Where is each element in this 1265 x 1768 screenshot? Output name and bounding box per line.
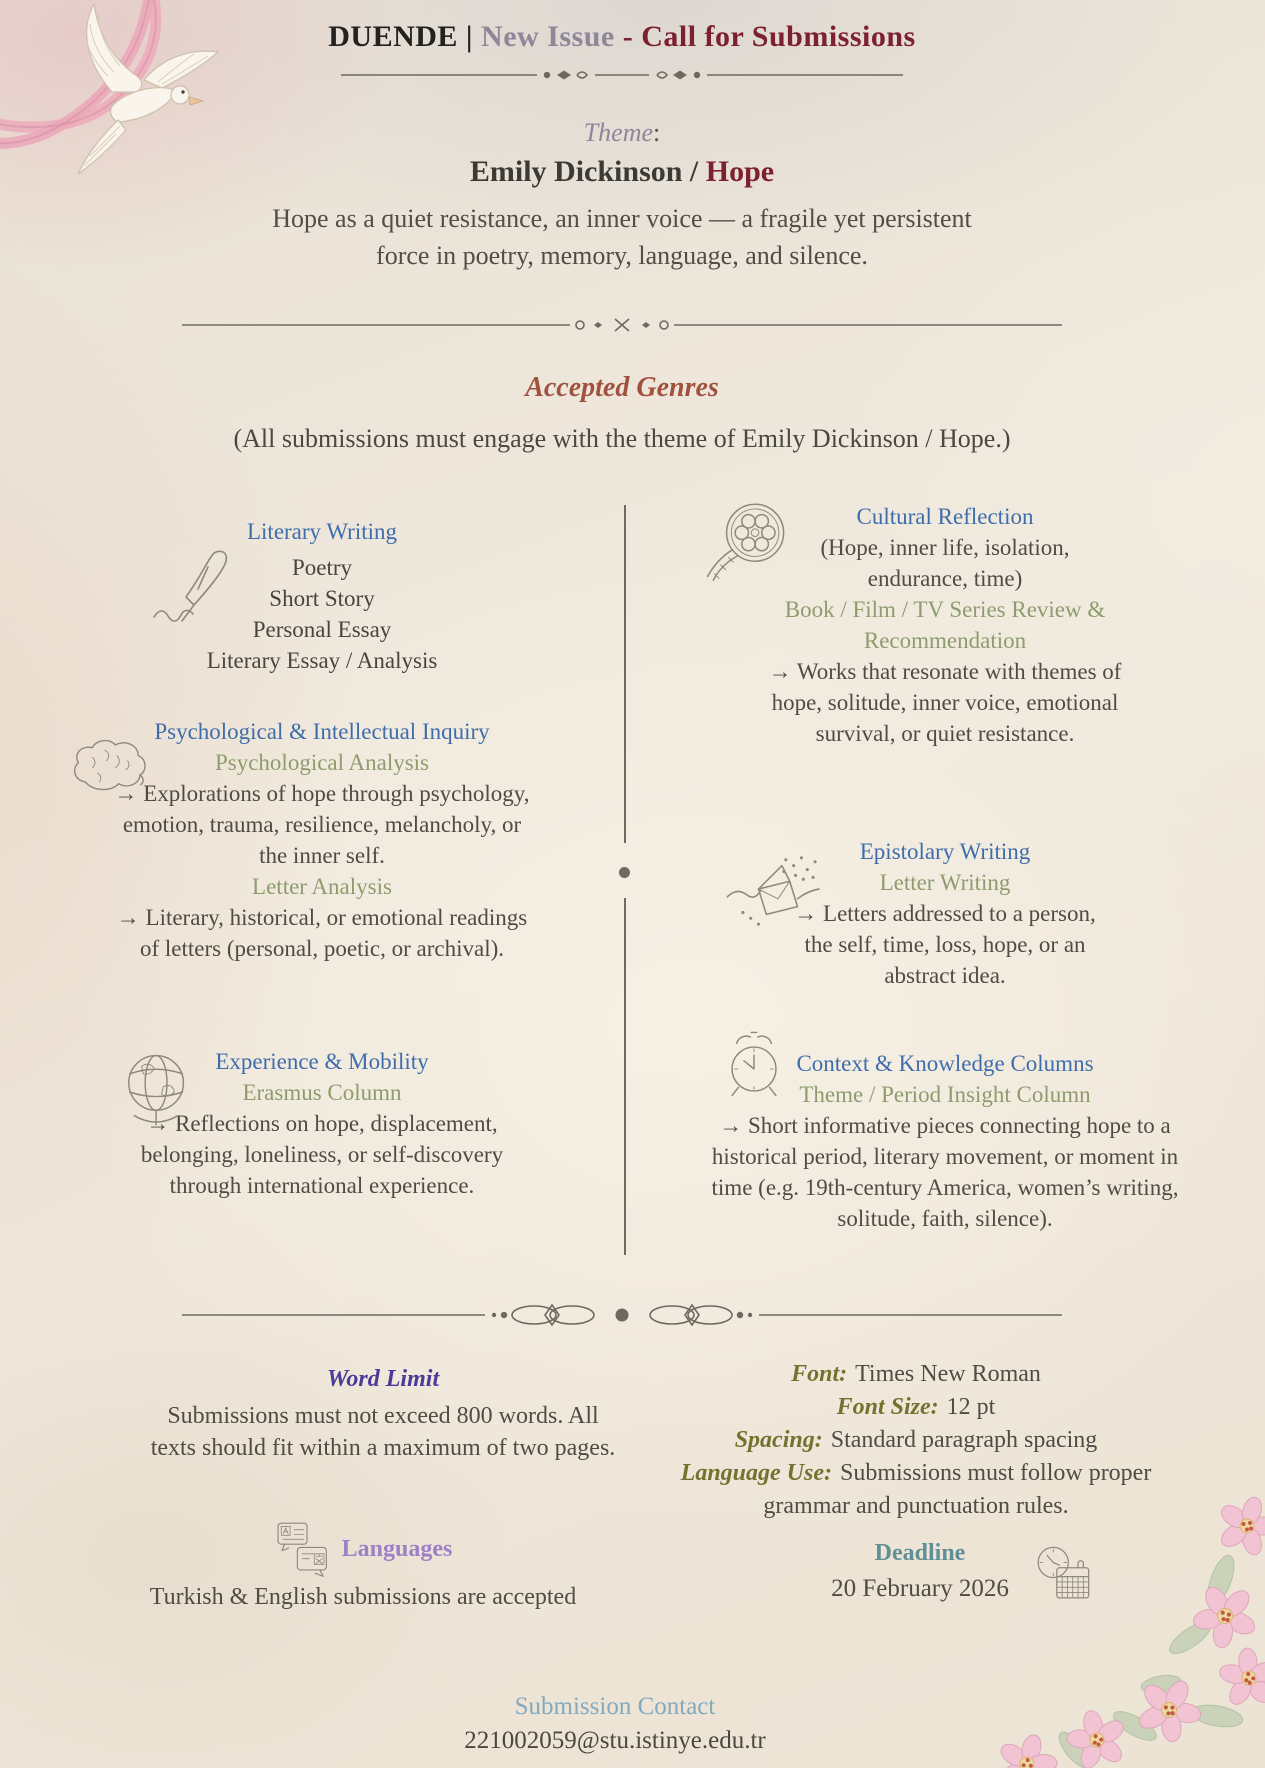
column-divider-bottom — [624, 898, 626, 1255]
genre-item: Poetry — [291, 555, 353, 580]
formatting-value: Standard paragraph spacing — [830, 1427, 1098, 1453]
section-title: Context & Knowledge Columns — [796, 1051, 1094, 1076]
genre-item-list — [67, 552, 577, 676]
formatting-label: Font Size: — [836, 1394, 939, 1420]
section-title: Psychological & Intellectual Inquiry — [154, 719, 490, 744]
formatting-row — [666, 1424, 1166, 1457]
deadline-title: Deadline — [874, 1540, 966, 1566]
section-description: → Letters addressed to a person, the self, time, loss, hope, or an abstract idea. — [794, 901, 1096, 988]
section-subtitle: Theme / Period Insight Column — [799, 1082, 1091, 1107]
formatting-label: Spacing: — [734, 1427, 823, 1453]
formatting-label: Language Use: — [680, 1460, 832, 1486]
accepted-genres-heading: Accepted Genres — [525, 372, 719, 403]
accepted-genres-note: (All submissions must engage with the theme of Emily Dickinson / Hope.) — [233, 424, 1011, 453]
genre-item: Personal Essay — [252, 617, 392, 642]
section-title: Literary Writing — [246, 519, 398, 544]
film-reel-icon — [700, 500, 795, 592]
flowers-decoration — [985, 1488, 1265, 1768]
formatting-value: Times New Roman — [855, 1361, 1041, 1387]
magazine-name: DUENDE | — [328, 20, 482, 53]
section-subtitle: Book / Film / TV Series Review & Recommendation — [784, 597, 1106, 653]
formatting-label: Font: — [791, 1361, 848, 1387]
translate-icon — [274, 1520, 332, 1578]
formatting-value: 12 pt — [946, 1394, 996, 1420]
theme-description: Hope as a quiet resistance, an inner voice — a fragile yet persistent force in poetry, memory, language, and silence. — [272, 204, 972, 270]
section-description: → Works that resonate with themes of hope, solitude, inner voice, emotional survival, or quiet resistance. — [768, 659, 1122, 746]
section-subtitle: Letter Analysis — [252, 874, 392, 899]
formatting-row — [666, 1391, 1166, 1424]
section-description: → Explorations of hope through psychology, emotion, trauma, resilience, melancholy, or the inner self. — [114, 781, 530, 868]
genre-item: Literary Essay / Analysis — [206, 648, 438, 673]
word-limit-title: Word Limit — [326, 1366, 440, 1392]
section-title: Experience & Mobility — [215, 1049, 429, 1074]
submission-contact-title: Submission Contact — [514, 1693, 716, 1720]
word-limit-section — [103, 1366, 663, 1464]
column-divider-dot — [619, 867, 630, 878]
quill-pen-icon — [150, 545, 250, 641]
section-subtitle: Letter Writing — [879, 870, 1011, 895]
column-divider-top — [624, 505, 626, 843]
globe-icon — [116, 1046, 198, 1138]
section-literary-writing — [67, 516, 577, 676]
section-subtitle: Erasmus Column — [242, 1080, 402, 1105]
envelope-icon — [725, 852, 833, 930]
scissor-ornament-divider — [182, 316, 1062, 334]
brain-icon — [66, 736, 154, 798]
section-description: → Literary, historical, or emotional readings of letters (personal, poetic, or archival). — [116, 905, 528, 961]
call-label: - Call for Submissions — [622, 20, 916, 53]
issue-label: New Issue — [481, 20, 623, 53]
alarm-clock-icon — [722, 1028, 786, 1110]
loop-ornament-divider — [182, 1300, 1062, 1330]
formatting-row — [666, 1358, 1166, 1391]
theme-label: Theme: — [583, 118, 661, 147]
title-ornament-divider — [339, 68, 905, 82]
theme-title: Emily Dickinson / Hope — [469, 155, 775, 188]
submission-contact-section — [335, 1690, 895, 1758]
deadline-date: 20 February 2026 — [831, 1575, 1009, 1602]
section-description: → Reflections on hope, displacement, belonging, loneliness, or self-discovery through international experience. — [140, 1111, 504, 1198]
section-title: Epistolary Writing — [859, 839, 1031, 864]
submission-contact-email: 221002059@stu.istinye.edu.tr — [464, 1727, 766, 1754]
languages-text: Turkish & English submissions are accepted — [149, 1584, 577, 1610]
section-description: → Short informative pieces connecting hope to a historical period, literary movement, or moment in time (e.g. 19th-century America, women’s writing, solitude, faith, silence). — [711, 1113, 1179, 1231]
section-subtitle: Psychological Analysis — [214, 750, 430, 775]
theme-accent-word: Hope — [705, 155, 775, 188]
languages-title: Languages — [341, 1535, 453, 1562]
word-limit-text: Submissions must not exceed 800 words. All texts should fit within a maximum of two pages. — [150, 1403, 616, 1461]
languages-section — [83, 1520, 643, 1613]
page-title — [57, 20, 1187, 54]
section-title: Cultural Reflection — [856, 504, 1034, 529]
formatting-value: Submissions must follow proper grammar and punctuation rules. — [763, 1460, 1152, 1519]
section-keywords: (Hope, inner life, isolation, endurance, time) — [820, 535, 1070, 591]
genre-item: Short Story — [269, 586, 375, 611]
